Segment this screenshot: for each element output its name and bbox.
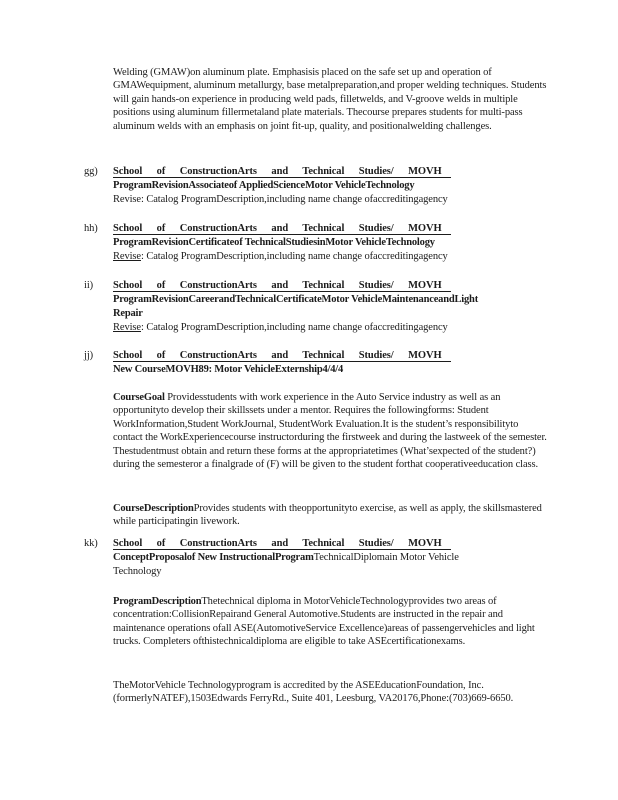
course-description-text: Provides students with theopportunityto exercise, as well as apply, the skillsmastered while participatingin livework.	[113, 503, 542, 528]
program-description-text: Thetechnical diploma in MotorVehicleTechnologyprovides two areas of concentration:CollisionRepairand General Automotive.Students are instructed in the repair and maintenance operations ofall ASE(AutomotiveService Excellence)areas of passengervehicles and light trucks. Completers ofthistechnicaldiploma are eligible to take ASEcertificationexams.	[113, 596, 535, 648]
school-heading-text: School of ConstructionArts and Technical Studies/ MOVH	[113, 538, 451, 550]
school-heading	[113, 349, 550, 363]
school-heading-text: School of ConstructionArts and Technical Studies/ MOVH	[113, 280, 451, 292]
new-course-title: New CourseMOVH89: Motor VehicleExternship4/4/4	[113, 364, 344, 375]
course-description-label: CourseDescription	[113, 503, 194, 514]
program-description-paragraph	[113, 595, 547, 649]
revise-label: Revise	[113, 322, 141, 333]
revise-note	[113, 193, 550, 207]
program-description-label: ProgramDescription	[113, 596, 202, 607]
revise-note	[113, 321, 550, 335]
revise-text: Catalog ProgramDescription,including name change ofaccreditingagency	[143, 194, 448, 205]
course-goal-paragraph	[113, 391, 547, 471]
revise-note	[113, 250, 550, 264]
revise-label: Revise:	[113, 194, 144, 205]
course-goal-label: CourseGoal	[113, 392, 165, 403]
program-revision-title: ProgramRevisionCertificateof TechnicalStudiesinMotor VehicleTechnology	[113, 237, 435, 248]
section-ii	[84, 279, 550, 335]
school-heading	[113, 537, 550, 551]
section-label-gg: gg)	[84, 166, 98, 177]
school-heading	[113, 222, 550, 236]
section-hh	[84, 222, 550, 264]
concept-proposal-title	[113, 551, 550, 579]
school-heading	[113, 165, 550, 179]
course-description-paragraph	[113, 502, 547, 529]
program-revision-title: ProgramRevisionAssociateof AppliedScienceMotor VehicleTechnology	[113, 180, 415, 191]
revise-text: : Catalog ProgramDescription,including name change ofaccreditingagency	[140, 251, 448, 262]
section-label-hh: hh)	[84, 223, 98, 234]
program-revision-title-line1: ProgramRevisionCareerandTechnicalCertificateMotor VehicleMaintenanceandLight	[113, 294, 478, 305]
concept-proposal-tail-line1: TechnicalDiplomain Motor Vehicle	[313, 552, 459, 563]
course-goal-text: Providesstudents with work experience in the Auto Service industry as well as an opportunityto develop their skillssets under a mentor. Requires the followingforms: Student WorkInformation,Student WorkJournal, StudentWork Evaluation.It is the student’s responsibilityto contact the WorkExperiencecourse instructorduring the firstweek and during the lastweek of the semester. Thestudentmust obtain and return these forms at the appropriatetimes (What’sexpected of the student?) during the semesteror a finalgrade of (F) will be given to the student forthat cooperativeeducation class.	[113, 392, 547, 471]
school-heading-text: School of ConstructionArts and Technical Studies/ MOVH	[113, 350, 451, 362]
section-gg	[84, 165, 550, 207]
concept-proposal-tail-line2: Technology	[113, 566, 162, 577]
school-heading-text: School of ConstructionArts and Technical Studies/ MOVH	[113, 166, 451, 178]
revise-text: : Catalog ProgramDescription,including name change ofaccreditingagency	[140, 322, 448, 333]
accreditation-paragraph: TheMotorVehicle Technologyprogram is accredited by the ASEEducationFoundation, Inc. (formerlyNATEF),1503Edwards FerryRd., Suite 401, Leesburg, VA20176,Phone:(703)669-6650.	[113, 680, 514, 705]
section-label-ii: ii)	[84, 280, 94, 291]
section-label-jj: jj)	[84, 350, 94, 361]
section-kk	[84, 537, 550, 579]
section-jj	[84, 349, 550, 377]
program-revision-title-line2: Repair	[113, 308, 143, 319]
school-heading	[113, 279, 550, 293]
concept-proposal-lead: ConceptProposalof New InstructionalProgram	[113, 552, 314, 563]
program-revision-title	[113, 293, 550, 321]
revise-label: Revise	[113, 251, 141, 262]
school-heading-text: School of ConstructionArts and Technical Studies/ MOVH	[113, 223, 451, 235]
section-label-kk: kk)	[84, 538, 98, 549]
intro-paragraph: Welding (GMAW)on aluminum plate. Emphasisis placed on the safe set up and operation of GMAWequipment, aluminum metallurgy, base metalpreparation,and proper welding techniques. Students will gain hands-on experience in producing weld pads, filletwelds, and V-groove welds in multiple positions using aluminum fillermetaland plate materials. Thecourse prepares students for multi-pass aluminum welds with an emphasis on joint fit-up, quality, and positionalwelding challenges.	[113, 67, 547, 132]
